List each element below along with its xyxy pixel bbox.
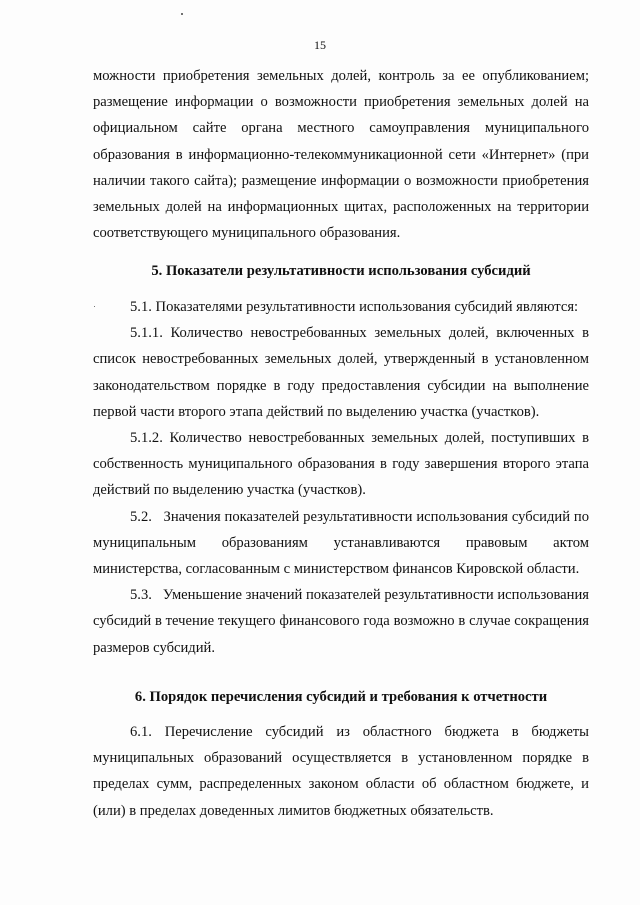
paragraph-5-2: 5.2. Значения показателей результативности использования субсидий по муниципальным образованиям устанавливаются правовым актом министерства, согласованным с министерством финансов Кировской области. [93,508,589,578]
section-5-heading: 5. Показатели результативности использования субсидий [151,263,531,279]
section-6-body [93,719,589,824]
section-6-heading: 6. Порядок перечисления субсидий и требования к отчетности [134,689,548,705]
paragraph-5-1: 5.1. Показателями результативности использования субсидий являются: [130,299,579,315]
page-number: 15 [314,38,326,52]
section-5-body [93,294,589,661]
paragraph-5-1-1: 5.1.1. Количество невостребованных земельных долей, включенных в список невостребованных земельных долей, утвержденный в установленном законодательством порядке в году предоставления субсидии на выполнение первой части второго этапа действий по выделению участка (участков). [93,325,589,420]
paragraph-6-1: 6.1. Перечисление субсидий из областного бюджета в бюджеты муниципальных образований осуществляется в установленном порядке в пределах сумм, распределенных законом области об областном бюджете, и (или) в пределах доведенных лимитов бюджетных обязательств. [93,724,589,819]
paragraph-5-3: 5.3. Уменьшение значений показателей результативности использования субсидий в течение текущего финансового года возможно в случае сокращения размеров субсидий. [93,587,589,656]
intro-paragraph-block [93,63,589,246]
paragraph-5-1-2: 5.1.2. Количество невостребованных земельных долей, поступивших в собственность муниципального образования в году завершения второго этапа действий по выделению участка (участков). [93,430,589,499]
intro-paragraph: можности приобретения земельных долей, контроль за ее опубликованием; размещение информации о возможности приобретения земельных долей на официальном сайте органа местного самоуправления муниципального образования в информационно-телекоммуникационной сети «Интернет» (при наличии такого сайта); размещение информации о возможности приобретения земельных долей на информационных щитах, расположенных на территории соответствующего муниципального образования. [93,68,589,242]
scan-speck [181,13,183,15]
